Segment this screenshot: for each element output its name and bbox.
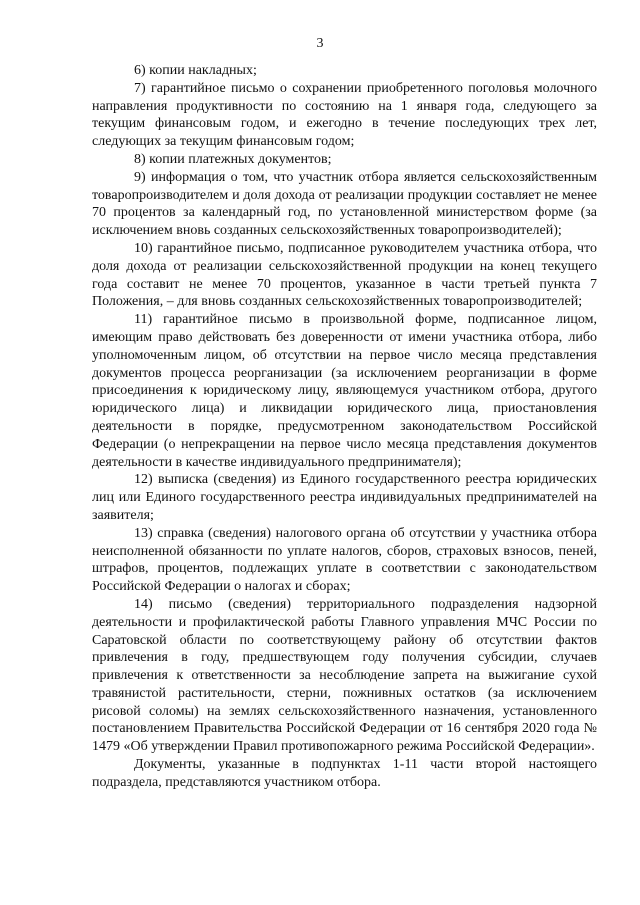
closing-paragraph: Документы, указанные в подпунктах 1-11 части второй настоящего подраздела, представляются участником отбора. <box>92 757 597 790</box>
page-number: 3 <box>316 36 324 51</box>
paragraph-item-12: 12) выписка (сведения) из Единого государственного реестра юридических лиц или Единого государственного реестра индивидуальных предпринимателей на заявителя; <box>92 472 597 523</box>
paragraph-item-10: 10) гарантийное письмо, подписанное руководителем участника отбора, что доля дохода от реализации сельскохозяйственной продукции на конец текущего года составит не менее 70 процентов, указанное в части третьей пункта 7 Положения, – для вновь созданных сельскохозяйственных товаропроизводителей; <box>92 240 597 310</box>
paragraph-item-7: 7) гарантийное письмо о сохранении приобретенного поголовья молочного направления продуктивности по состоянию на 1 января года, следующего за текущим финансовым годом, и ежегодно в течение последующих трех лет, следующих за текущим финансовым годом; <box>92 80 597 150</box>
paragraph-item-13: 13) справка (сведения) налогового органа об отсутствии у участника отбора неисполненной обязанности по уплате налогов, сборов, страховых взносов, пеней, штрафов, процентов, подлежащих уплате в соответствии с законодательством Российской Федерации о налогах и сборах; <box>92 525 597 595</box>
paragraph-item-14: 14) письмо (сведения) территориального подразделения надзорной деятельности и профилактической работы Главного управления МЧС России по Саратовской области по соответствующему району об отсутствии фактов привлечения в году, предшествующем году получения субсидии, случаев привлечения к ответственности за несоблюдение запрета на выжигание сухой травянистой растительности, стерни, пожнивных остатков (за исключением рисовой соломы) на землях сельскохозяйственного назначения, установленного постановлением Правительства Российской Федерации от 16 сентября 2020 года № 1479 «Об утверждении Правил противопожарного режима Российской Федерации». <box>92 596 597 755</box>
paragraph-item-8: 8) копии платежных документов; <box>134 151 332 167</box>
document-body <box>92 62 597 792</box>
paragraph-item-9: 9) информация о том, что участник отбора является сельскохозяйственным товаропроизводителем и доля дохода от реализации продукции составляет не менее 70 процентов за календарный год, по установленной министерством форме (за исключением вновь созданных сельскохозяйственных товаропроизводителей); <box>92 169 597 239</box>
paragraph-item-6: 6) копии накладных; <box>134 63 257 78</box>
paragraph-item-11: 11) гарантийное письмо в произвольной форме, подписанное лицом, имеющим право действовать без доверенности от имени участника отбора, либо уполномоченным лицом, об отсутствии на первое число месяца представления документов процесса реорганизации (за исключением реорганизации в форме присоединения к юридическому лицу, являющемуся участником отбора, другого юридического лица) и ликвидации юридического лица, приостановления деятельности в порядке, предусмотренном законодательством Российской Федерации (о непрекращении на первое число месяца представления документов деятельности в качестве индивидуального предпринимателя); <box>92 312 597 470</box>
